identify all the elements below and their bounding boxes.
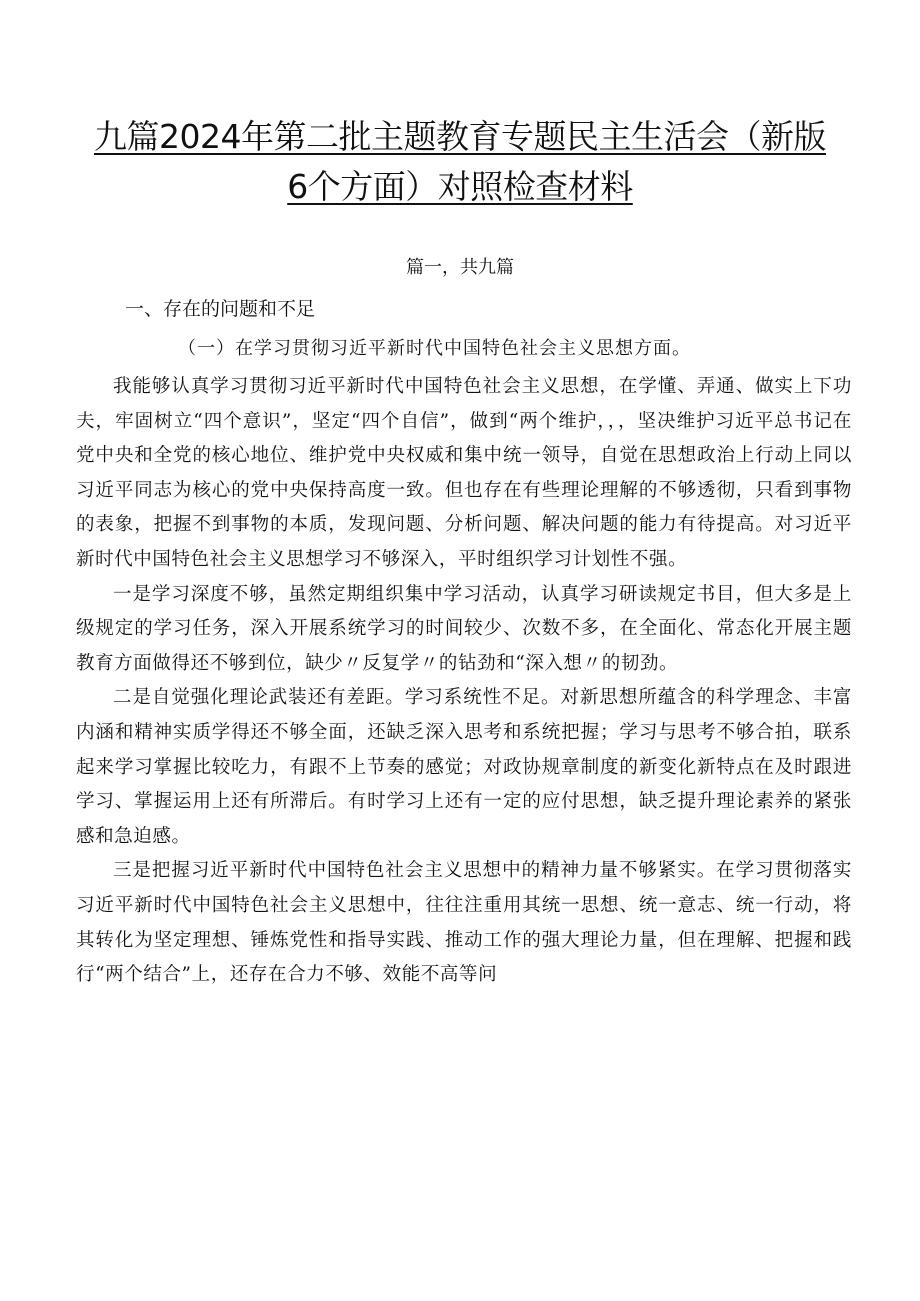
body-text xyxy=(76,370,852,993)
paragraph: 二是自觉强化理论武装还有差距。学习系统性不足。对新思想所蕴含的科学理念、丰富内涵和精神实质学得还不够全面，还缺乏深入思考和系统把握；学习与思考不够合拍，联系起来学习掌握比较吃力，有跟不上节奏的感觉；对政协规章制度的新变化新特点在及时跟进学习、掌握运用上还有所滞后。有时学习上还有一定的应付思想，缺乏提升理论素养的紧张感和急迫感。 xyxy=(76,687,852,847)
title-line-2: 6个方面）对照检查材料 xyxy=(287,167,633,206)
paragraph: 一是学习深度不够，虽然定期组织集中学习活动，认真学习研读规定书目，但大多是上级规定的学习任务，深入开展系统学习的时间较少、次数不多，在全面化、常态化开展主题教育方面做得还不够到位，缺少〃反复学〃的钻劲和“深入想〃的韧劲。 xyxy=(76,583,852,674)
paragraph: 我能够认真学习贯彻习近平新时代中国特色社会主义思想，在学懂、弄通、做实上下功夫，牢固树立“四个意识”，坚定“四个自信”，做到“两个维护，，，坚决维护习近平总书记在党中央和全党的核心地位、维护党中央权威和集中统一领导，自觉在思想政治上行动上同以习近平同志为核心的党中央保持高度一致。但也存在有些理论理解的不够透彻，只看到事物的表象，把握不到事物的本质，发现问题、分析问题、解决问题的能力有待提高。对习近平新时代中国特色社会主义思想学习不够深入，平时组织学习计划性不强。 xyxy=(76,376,852,570)
subsection-heading: （一）在学习贯彻习近平新时代中国特色社会主义思想方面。 xyxy=(178,338,691,359)
document-title xyxy=(60,112,860,212)
paragraph: 三是把握习近平新时代中国特色社会主义思想中的精神力量不够紧实。在学习贯彻落实习近平新时代中国特色社会主义思想中，往往注重用其统一思想、统一意志、统一行动，将其转化为坚定理想、锤炼党性和指导实践、推动工作的强大理论力量，但在理解、把握和践行“两个结合”上，还存在合力不够、效能不高等问 xyxy=(76,860,852,986)
section-heading: 一、存在的问题和不足 xyxy=(125,298,316,320)
part-label: 篇一，共九篇 xyxy=(406,257,514,278)
title-line-1: 九篇2024年第二批主题教育专题民主生活会（新版 xyxy=(94,117,826,156)
